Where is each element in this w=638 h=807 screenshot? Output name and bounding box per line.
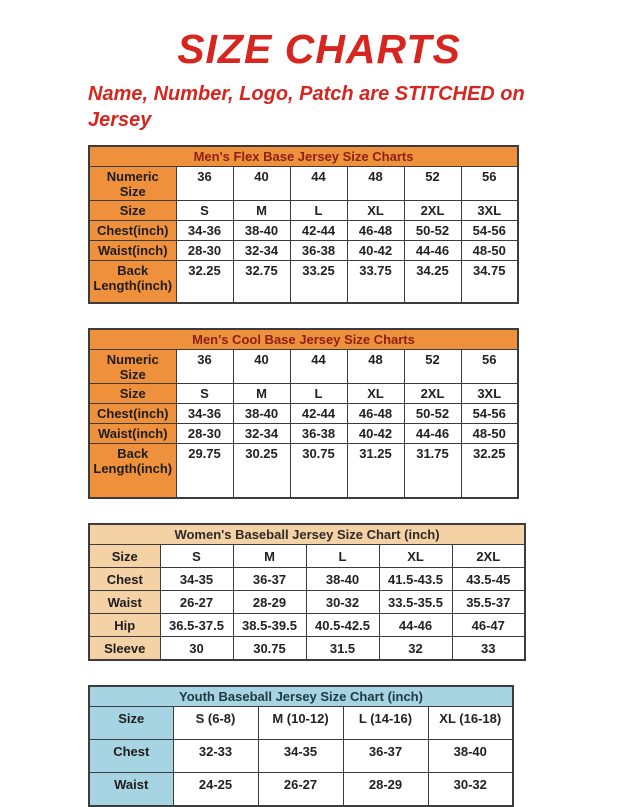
value-cell: 40 — [233, 350, 290, 384]
value-cell: 54-56 — [461, 221, 518, 241]
youth-baseball-table-slot — [88, 685, 638, 807]
value-cell: 52 — [404, 350, 461, 384]
value-cell: 46-48 — [347, 221, 404, 241]
row-label: Size — [89, 707, 173, 740]
mens-flex-base-table — [88, 145, 519, 304]
value-cell: 30.75 — [290, 444, 347, 499]
table-title: Youth Baseball Jersey Size Chart (inch) — [89, 686, 513, 707]
value-cell: M — [233, 545, 306, 568]
youth-baseball-table — [88, 685, 514, 807]
value-cell: 34-35 — [160, 568, 233, 591]
value-cell: 32-33 — [173, 740, 258, 773]
value-cell: S (6-8) — [173, 707, 258, 740]
value-cell: 44 — [290, 167, 347, 201]
row-label: Numeric Size — [89, 350, 176, 384]
value-cell: 33.75 — [347, 261, 404, 304]
value-cell: 26-27 — [160, 591, 233, 614]
value-cell: 44-46 — [379, 614, 452, 637]
row-label: Chest(inch) — [89, 404, 176, 424]
value-cell: 28-30 — [176, 424, 233, 444]
value-cell: 30.75 — [233, 637, 306, 661]
value-cell: 36 — [176, 167, 233, 201]
value-cell: 38.5-39.5 — [233, 614, 306, 637]
value-cell: 3XL — [461, 384, 518, 404]
value-cell: 54-56 — [461, 404, 518, 424]
value-cell: 32-34 — [233, 424, 290, 444]
row-label: Waist(inch) — [89, 241, 176, 261]
page-subtitle: Name, Number, Logo, Patch are STITCHED on Jersey — [88, 83, 525, 131]
value-cell: 34-36 — [176, 221, 233, 241]
value-cell: S — [176, 201, 233, 221]
value-cell: 40-42 — [347, 241, 404, 261]
value-cell: 46-47 — [452, 614, 525, 637]
value-cell: 41.5-43.5 — [379, 568, 452, 591]
value-cell: 36-38 — [290, 424, 347, 444]
row-label: Waist — [89, 591, 160, 614]
mens-cool-base-table — [88, 328, 519, 499]
value-cell: 56 — [461, 350, 518, 384]
row-label: Sleeve — [89, 637, 160, 661]
value-cell: 32 — [379, 637, 452, 661]
size-tables — [88, 145, 638, 807]
value-cell: 28-29 — [233, 591, 306, 614]
value-cell: M — [233, 201, 290, 221]
table-title: Men's Flex Base Jersey Size Charts — [89, 146, 518, 167]
value-cell: 32.25 — [176, 261, 233, 304]
row-label: Chest(inch) — [89, 221, 176, 241]
value-cell: 40-42 — [347, 424, 404, 444]
value-cell: 42-44 — [290, 221, 347, 241]
value-cell: 38-40 — [428, 740, 513, 773]
table-title: Women's Baseball Jersey Size Chart (inch) — [89, 524, 525, 545]
value-cell: 33 — [452, 637, 525, 661]
value-cell: 28-30 — [176, 241, 233, 261]
value-cell: 3XL — [461, 201, 518, 221]
value-cell: 28-29 — [343, 773, 428, 807]
row-label: Size — [89, 384, 176, 404]
value-cell: 33.5-35.5 — [379, 591, 452, 614]
value-cell: 30 — [160, 637, 233, 661]
value-cell: 30.25 — [233, 444, 290, 499]
row-label: Waist — [89, 773, 173, 807]
value-cell: 24-25 — [173, 773, 258, 807]
value-cell: XL (16-18) — [428, 707, 513, 740]
value-cell: 43.5-45 — [452, 568, 525, 591]
value-cell: 34-36 — [176, 404, 233, 424]
value-cell: XL — [347, 201, 404, 221]
row-label: Size — [89, 201, 176, 221]
value-cell: 52 — [404, 167, 461, 201]
value-cell: 32.75 — [233, 261, 290, 304]
value-cell: M (10-12) — [258, 707, 343, 740]
value-cell: 26-27 — [258, 773, 343, 807]
value-cell: 32-34 — [233, 241, 290, 261]
value-cell: 32.25 — [461, 444, 518, 499]
mens-flex-base-table-slot — [88, 145, 638, 304]
value-cell: 50-52 — [404, 404, 461, 424]
table-title: Men's Cool Base Jersey Size Charts — [89, 329, 518, 350]
value-cell: 40 — [233, 167, 290, 201]
value-cell: L (14-16) — [343, 707, 428, 740]
value-cell: L — [306, 545, 379, 568]
value-cell: 34.75 — [461, 261, 518, 304]
womens-baseball-table-slot — [88, 523, 638, 661]
value-cell: L — [290, 384, 347, 404]
row-label: Numeric Size — [89, 167, 176, 201]
value-cell: S — [176, 384, 233, 404]
value-cell: 48-50 — [461, 424, 518, 444]
value-cell: 31.75 — [404, 444, 461, 499]
row-label: Chest — [89, 740, 173, 773]
value-cell: M — [233, 384, 290, 404]
value-cell: XL — [347, 384, 404, 404]
value-cell: 48 — [347, 350, 404, 384]
value-cell: 38-40 — [233, 221, 290, 241]
value-cell: 31.5 — [306, 637, 379, 661]
value-cell: 30-32 — [306, 591, 379, 614]
row-label: Waist(inch) — [89, 424, 176, 444]
value-cell: 48-50 — [461, 241, 518, 261]
row-label: Back Length(inch) — [89, 261, 176, 304]
value-cell: S — [160, 545, 233, 568]
value-cell: 36-37 — [233, 568, 306, 591]
value-cell: L — [290, 201, 347, 221]
value-cell: 48 — [347, 167, 404, 201]
page-title: SIZE CHARTS — [177, 26, 461, 72]
value-cell: 56 — [461, 167, 518, 201]
value-cell: 36-37 — [343, 740, 428, 773]
value-cell: 33.25 — [290, 261, 347, 304]
value-cell: 42-44 — [290, 404, 347, 424]
value-cell: 31.25 — [347, 444, 404, 499]
row-label: Size — [89, 545, 160, 568]
value-cell: 2XL — [404, 201, 461, 221]
value-cell: 36-38 — [290, 241, 347, 261]
value-cell: 38-40 — [233, 404, 290, 424]
value-cell: 46-48 — [347, 404, 404, 424]
row-label: Chest — [89, 568, 160, 591]
value-cell: XL — [379, 545, 452, 568]
womens-baseball-table — [88, 523, 526, 661]
row-label: Hip — [89, 614, 160, 637]
value-cell: 44 — [290, 350, 347, 384]
value-cell: 35.5-37 — [452, 591, 525, 614]
mens-cool-base-table-slot — [88, 328, 638, 499]
value-cell: 34.25 — [404, 261, 461, 304]
value-cell: 40.5-42.5 — [306, 614, 379, 637]
value-cell: 36 — [176, 350, 233, 384]
value-cell: 29.75 — [176, 444, 233, 499]
value-cell: 50-52 — [404, 221, 461, 241]
value-cell: 2XL — [452, 545, 525, 568]
value-cell: 38-40 — [306, 568, 379, 591]
value-cell: 36.5-37.5 — [160, 614, 233, 637]
row-label: Back Length(inch) — [89, 444, 176, 499]
value-cell: 30-32 — [428, 773, 513, 807]
value-cell: 44-46 — [404, 424, 461, 444]
value-cell: 2XL — [404, 384, 461, 404]
value-cell: 44-46 — [404, 241, 461, 261]
value-cell: 34-35 — [258, 740, 343, 773]
